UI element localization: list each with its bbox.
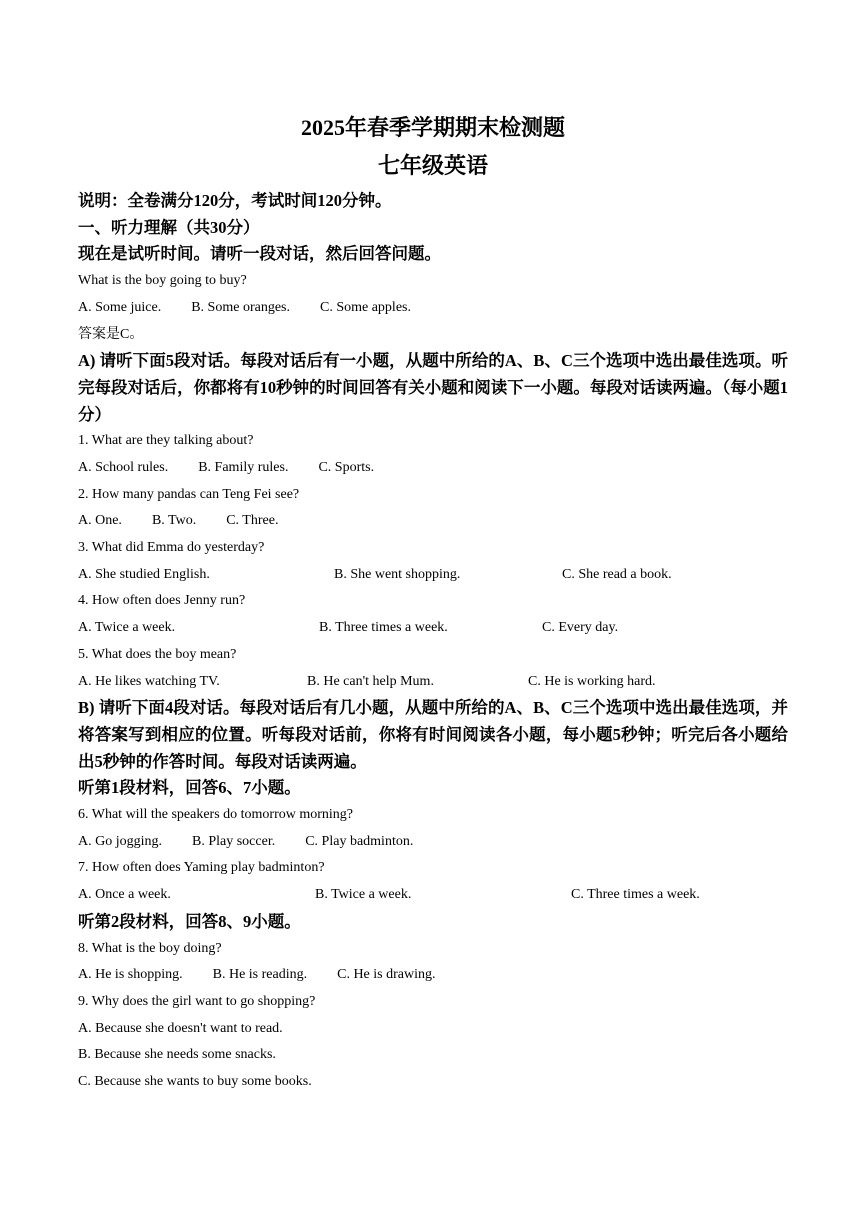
option-c: C. He is working hard. <box>528 673 656 689</box>
question-8: 8. What is the boy doing? <box>78 940 222 956</box>
question-9-option-b: B. Because she needs some snacks. <box>78 1047 276 1063</box>
exam-note: 说明：全卷满分120分，考试时间120分钟。 <box>78 191 392 210</box>
practice-question: What is the boy going to buy? <box>78 273 247 289</box>
question-5-options <box>78 669 788 696</box>
question-6: 6. What will the speakers do tomorrow morning? <box>78 807 354 823</box>
exam-title: 2025年春季学期期末检测题 <box>300 115 565 140</box>
option-a: A. School rules. <box>78 460 169 476</box>
option-b: B. Two. <box>151 513 197 529</box>
exam-subtitle: 七年级英语 <box>377 153 488 178</box>
part-a-instruction: A) 请听下面5段对话。每段对话后有一小题，从题中所给的A、B、C三个选项中选出最佳选项。听完每段对话后，你都将有10秒钟的时间回答有关小题和阅读下一小题。每段对话读两遍。（每小题1分） <box>78 351 788 424</box>
question-9-option-a: A. Because she doesn't want to read. <box>78 1020 283 1036</box>
option-b: B. He is reading. <box>212 967 308 983</box>
question-9-option-c: C. Because she wants to buy some books. <box>78 1074 312 1090</box>
material-1-heading: 听第1段材料，回答6、7小题。 <box>78 778 301 798</box>
practice-options <box>78 295 788 322</box>
section-heading: 一、听力理解（共30分） <box>78 217 260 237</box>
option-b: B. Three times a week. <box>319 620 448 636</box>
option-a: A. One. <box>78 513 122 529</box>
question-2: 2. How many pandas can Teng Fei see? <box>78 486 300 502</box>
option-c: C. Some apples. <box>319 299 411 315</box>
option-b: B. She went shopping. <box>334 566 461 582</box>
option-b: B. Family rules. <box>198 460 289 476</box>
option-c: C. He is drawing. <box>337 967 436 983</box>
option-b: B. He can't help Mum. <box>307 673 434 689</box>
option-c: C. Sports. <box>318 460 375 476</box>
option-c: C. Play badminton. <box>305 833 414 849</box>
practice-instruction: 现在是试听时间。请听一段对话，然后回答问题。 <box>78 244 441 264</box>
option-a: A. Once a week. <box>78 887 171 903</box>
option-c: C. Every day. <box>542 620 619 636</box>
option-c: C. Three. <box>226 513 279 529</box>
option-a: A. She studied English. <box>78 566 210 582</box>
question-3-options <box>78 562 788 589</box>
option-a: A. Go jogging. <box>78 833 162 849</box>
option-c: C. Three times a week. <box>571 887 700 903</box>
question-7: 7. How often does Yaming play badminton? <box>78 860 325 876</box>
question-4-options <box>78 615 788 642</box>
option-b: B. Some oranges. <box>191 299 290 315</box>
practice-answer: 答案是C。 <box>78 326 144 342</box>
part-b-instruction: B) 请听下面4段对话。每段对话后有几小题，从题中所给的A、B、C三个选项中选出最佳选项，并将答案写到相应的位置。听每段对话前，你将有时间阅读各小题，每小题5秒钟；听完后各小题给出5秒钟的作答时间。每段对话读两遍。 <box>78 698 788 771</box>
question-5: 5. What does the boy mean? <box>78 646 237 662</box>
question-4: 4. How often does Jenny run? <box>78 593 246 609</box>
question-6-options <box>78 829 788 856</box>
exam-page <box>78 112 788 1096</box>
option-a: A. Twice a week. <box>78 620 176 636</box>
option-b: B. Twice a week. <box>315 887 412 903</box>
question-8-options <box>78 962 788 989</box>
question-7-options <box>78 882 788 909</box>
option-a: A. Some juice. <box>78 299 162 315</box>
question-1-options <box>78 455 788 482</box>
material-2-heading: 听第2段材料，回答8、9小题。 <box>78 911 301 931</box>
question-2-options <box>78 508 788 535</box>
option-c: C. She read a book. <box>562 566 672 582</box>
option-a: A. He likes watching TV. <box>78 673 220 689</box>
option-b: B. Play soccer. <box>192 833 276 849</box>
question-3: 3. What did Emma do yesterday? <box>78 540 265 556</box>
question-9: 9. Why does the girl want to go shopping? <box>78 993 316 1009</box>
question-1: 1. What are they talking about? <box>78 433 254 449</box>
option-a: A. He is shopping. <box>78 967 183 983</box>
